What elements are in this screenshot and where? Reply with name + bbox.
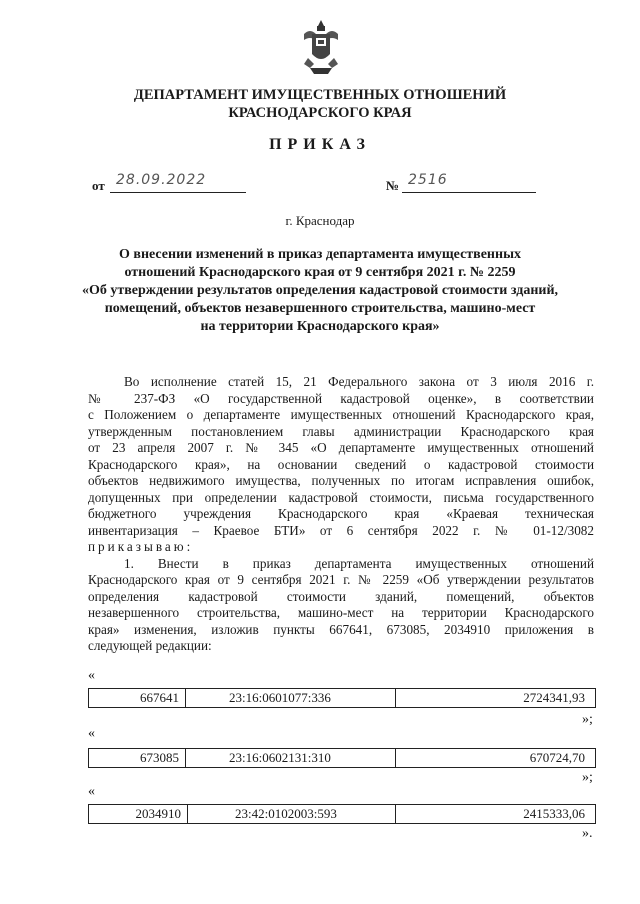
- preamble-line: с Положением о департаменте имущественных отношений Краснодарского края,: [88, 407, 594, 422]
- table-row: [88, 748, 596, 768]
- department-name-line2: КРАСНОДАРСКОГО КРАЯ: [228, 105, 412, 121]
- table-row: [88, 804, 596, 824]
- open-quote: «: [88, 784, 95, 799]
- cadastral-value: 670724,70: [529, 750, 585, 765]
- preamble-line: инвентаризация – Краевое БТИ» от 6 сентября 2022 г. № 01-12/3082: [88, 522, 594, 538]
- row-number: 2034910: [135, 806, 181, 821]
- cell-divider: [185, 749, 186, 767]
- preamble-paragraph: [88, 374, 594, 655]
- cadastral-number: 23:42:0102003:593: [235, 806, 337, 821]
- cadastral-value: 2415333,06: [523, 806, 585, 821]
- preamble-line: от 23 апреля 2007 г. № 345 «О департаменте имущественных отношений: [88, 440, 594, 455]
- item1-line: Краснодарского края от 9 сентября 2021 г. № 2259 «Об утверждении результатов: [88, 572, 594, 587]
- close-quote: »;: [582, 712, 593, 727]
- coat-of-arms-emblem: [300, 18, 342, 76]
- orders-word: приказываю:: [88, 539, 194, 554]
- title-line: отношений Краснодарского края от 9 сентября 2021 г. № 2259: [124, 265, 516, 280]
- preamble-line: допущенных при определении кадастровой стоимости, письма государственного: [88, 489, 594, 505]
- title-line: О внесении изменений в приказ департамента имущественных: [119, 247, 521, 262]
- order-title: [0, 246, 640, 336]
- cell-divider: [395, 805, 396, 823]
- preamble-line: бюджетного учреждения Краснодарского края «Краевая техническая: [88, 506, 594, 521]
- number-handwritten: 2516: [408, 172, 448, 188]
- date-handwritten: 28.09.2022: [116, 172, 207, 188]
- close-quote: ».: [582, 826, 593, 841]
- row-number: 667641: [140, 690, 179, 705]
- open-quote: «: [88, 668, 95, 683]
- number-label: №: [386, 178, 400, 193]
- cadastral-number: 23:16:0601077:336: [229, 690, 331, 705]
- item1-line: незавершенного строительства, машино-мест на территории Краснодарского: [88, 605, 594, 620]
- cadastral-number: 23:16:0602131:310: [229, 750, 331, 765]
- open-quote: «: [88, 726, 95, 741]
- city-name: г. Краснодар: [285, 213, 355, 228]
- row-number: 673085: [140, 750, 179, 765]
- close-quote: »;: [582, 770, 593, 785]
- table-row: [88, 688, 596, 708]
- preamble-line: объектов недвижимого имущества, полученных по итогам исправления ошибок,: [88, 473, 594, 488]
- item1-line: следующей редакции:: [88, 638, 212, 653]
- preamble-line: Во исполнение статей 15, 21 Федерального закона от 3 июля 2016 г.: [124, 374, 594, 389]
- title-line: «Об утверждении результатов определения кадастровой стоимости зданий,: [81, 283, 559, 298]
- title-line: помещений, объектов незавершенного строительства, машино-мест: [104, 301, 536, 316]
- cadastral-value: 2724341,93: [523, 690, 585, 705]
- document-type-heading: ПРИКАЗ: [269, 136, 371, 153]
- item1-line: определения кадастровой стоимости зданий, помещений, объектов: [88, 588, 594, 604]
- item1-line: 1. Внести в приказ департамента имущественных отношений: [124, 555, 594, 571]
- title-line: на территории Краснодарского края»: [200, 319, 440, 334]
- cell-divider: [395, 749, 396, 767]
- department-name-line1: ДЕПАРТАМЕНТ ИМУЩЕСТВЕННЫХ ОТНОШЕНИЙ: [133, 87, 507, 103]
- date-label: от: [92, 178, 105, 193]
- preamble-line: Краснодарского края», на основании сведений о кадастровой стоимости: [88, 456, 594, 472]
- cell-divider: [187, 805, 188, 823]
- preamble-line: утвержденным постановлением главы администрации Краснодарского края: [88, 423, 594, 439]
- cell-divider: [395, 689, 396, 707]
- item1-line: края» изменения, изложив пункты 667641, 673085, 2034910 приложения в: [88, 621, 594, 637]
- cell-divider: [185, 689, 186, 707]
- preamble-line: № 237-ФЗ «О государственной кадастровой оценке», в соответствии: [88, 390, 594, 406]
